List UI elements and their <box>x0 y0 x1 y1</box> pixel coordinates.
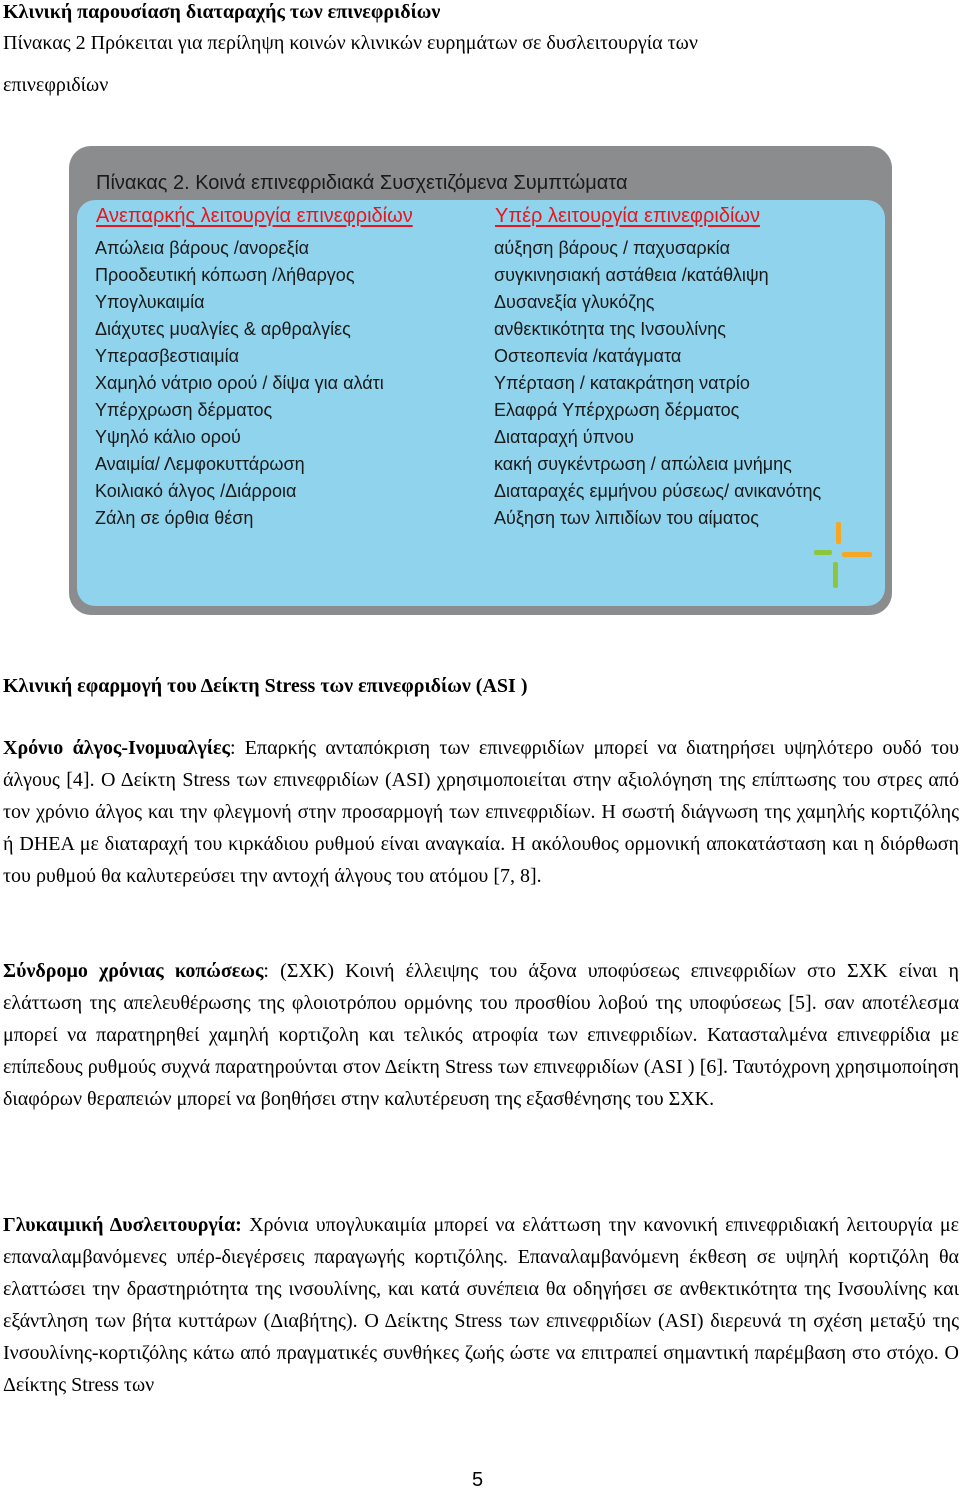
page-number: 5 <box>472 1469 484 1491</box>
list-item: Υπέρχρωση δέρματος <box>95 400 273 420</box>
list-item: Διάχυτες μυαλγίες & αρθραλγίες <box>95 319 351 339</box>
page-heading: Κλινική παρουσίαση διαταραχής των επινεφριδίων <box>3 1 441 23</box>
list-item: Οστεοπενία /κατάγματα <box>494 346 682 366</box>
paragraph-label: Σύνδρομο χρόνιας κοπώσεως <box>3 960 264 982</box>
list-item: Απώλεια βάρους /ανορεξία <box>95 238 309 258</box>
list-item: Υπογλυκαιμία <box>95 292 205 312</box>
section-title: Κλινική εφαρμογή του Δείκτη Stress των επινεφριδίων (ASI ) <box>3 675 528 697</box>
paragraph-label: Γλυκαιμική Δυσλειτουργία: <box>3 1214 242 1236</box>
hyperfunction-column-header: Υπέρ λειτουργία επινεφριδίων <box>495 205 761 227</box>
table-caption-line-1: Πίνακας 2 Πρόκειται για περίληψη κοινών κλινικών ευρημάτων σε δυσλειτουργία των <box>3 32 698 54</box>
list-item: κακή συγκέντρωση / απώλεια μνήμης <box>494 454 792 474</box>
decorative-star-logo-icon <box>812 518 876 594</box>
list-item: αύξηση βάρους / παχυσαρκία <box>494 238 730 258</box>
list-item: Αύξηση των λιπιδίων του αίματος <box>494 508 759 528</box>
table-caption-line-2: επινεφριδίων <box>3 74 109 96</box>
list-item: Κοιλιακό άλγος /Διάρροια <box>95 481 297 501</box>
list-item: συγκινησιακή αστάθεια /κατάθλιψη <box>494 265 769 285</box>
list-item: Διαταραχές εμμήνου ρύσεως/ ανικανότης <box>494 481 822 501</box>
paragraph-text: : (ΣΧΚ) Κοινή έλλειψης του άξονα υποφύσεως επινεφριδίων στο ΣΧΚ είναι η ελάττωση της απελευθέρωσης της φλοιοτρόπου ορμόνης του προσθίου λοβού της υποφύσεως [5]. σαν αποτέλεσμα μπορεί να παρατηρηθεί χαμηλή κορτιζολη και τελικός ατροφία των επινεφριδίων. Κατασταλμένα επινεφρίδια με επίπεδους ρυθμούς συχνά παρατηρούνται στον Δείκτη Stress των επινεφριδίων (ASI ) [6]. Ταυτόχρονη χρησιμοποίηση διαφόρων θεραπειών μπορεί να βοηθήσει στην καλυτέρευση της εξασθένησης του ΣΧΚ. <box>3 960 960 1110</box>
list-item: Υπερασβεστιαιμία <box>95 346 239 366</box>
paragraph-text: Χρόνια υπογλυκαιμία μπορεί να ελάττωση την κανονική επινεφριδιακή λειτουργία με επαναλαμβανόμενες υπέρ-διεγέρσεις παραγωγής κορτιζόλης. Επαναλαμβανόμενη έκθεση σε υψηλή κορτιζόλη θα ελαττώσει την δραστηριότητα της ινσουλίνης, και κατά συνέπεια θα οδηγήσει σε ανθεκτικότητα της Ινσουλίνης και εξάντληση των βήτα κυττάρων (Διαβήτης). Ο Δείκτης Stress των επινεφριδίων (ASI) διερευνά τη σχέση μεταξύ της Ινσουλίνης-κορτιζόλης κάτω από πραγματικές συνθήκες ζωής ώστε να επιτραπεί σημαντική παρέμβαση στο στόχο. Ο Δείκτης Stress των <box>3 1214 959 1396</box>
paragraph-chronic-fatigue <box>3 955 959 1115</box>
insufficiency-symptom-list <box>95 235 384 532</box>
list-item: Δυσανεξία γλυκόζης <box>494 292 655 312</box>
list-item: ανθεκτικότητα της Ινσουλίνης <box>494 319 726 339</box>
list-item: Χαμηλό νάτριο ορού / δίψα για αλάτι <box>95 373 384 393</box>
list-item: Υπέρταση / κατακράτηση νατρίο <box>494 373 750 393</box>
symptoms-table-title: Πίνακας 2. Κοινά επινεφριδιακά Συσχετιζόμενα Συμπτώματα <box>96 172 628 194</box>
list-item: Υψηλό κάλιο ορού <box>95 427 241 447</box>
list-item: Ελαφρά Υπέρχρωση δέρματος <box>494 400 740 420</box>
paragraph-label: Χρόνιο άλγος-Ινομυαλγίες <box>3 737 230 759</box>
list-item: Αναιμία/ Λεμφοκυττάρωση <box>95 454 305 474</box>
hyperfunction-symptom-list <box>494 235 821 532</box>
paragraph-glycemic-dysfunction <box>3 1209 959 1401</box>
paragraph-text: : Επαρκής ανταπόκριση των επινεφριδίων μπορεί να διατηρήσει υψηλότερο ουδό του άλγους [4]. Ο Δείκτη Stress των επινεφριδίων (ASI) χρησιμοποιείται στην αξιολόγηση της επίπτωσης του στρες από τον χρόνιο άλγος και την φλεγμονή στην προσαρμογή των επινεφριδίων. Η σωστή διάγνωση της χαμηλής κορτιζόλης ή DHEA με διαταραχή του κιρκάδιου ρυθμού είναι αναγκαία. Η ακόλουθος ορμονική αποκατάσταση και η διόρθωση του ρυθμού θα καλυτερεύσει την αντοχή άλγους του ατόμου [7, 8]. <box>3 737 959 887</box>
paragraph-chronic-pain <box>3 732 959 892</box>
list-item: Προοδευτική κόπωση /λήθαργος <box>95 265 355 285</box>
list-item: Διαταραχή ύπνου <box>494 427 634 447</box>
list-item: Ζάλη σε όρθια θέση <box>95 508 254 528</box>
insufficiency-column-header: Ανεπαρκής λειτουργία επινεφριδίων <box>96 205 413 227</box>
